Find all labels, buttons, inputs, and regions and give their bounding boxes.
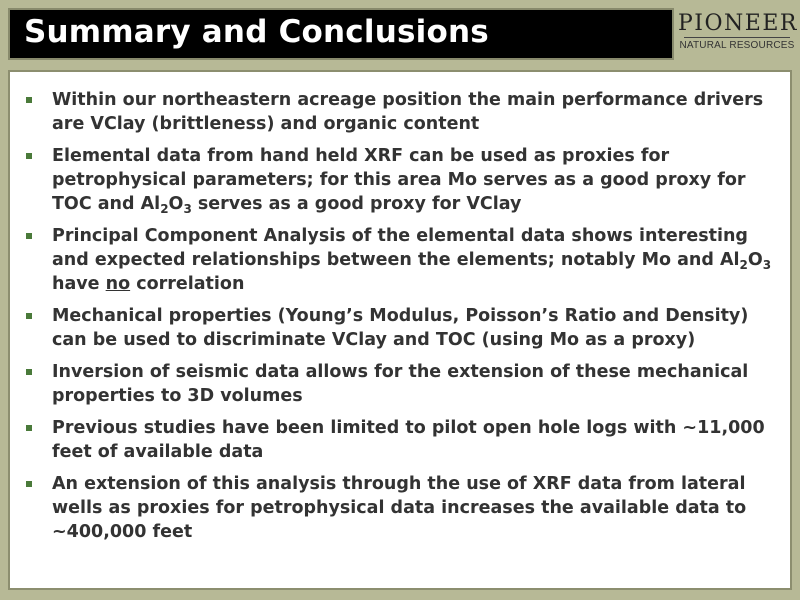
bullet-item [22, 472, 782, 544]
bullet-text: Principal Component Analysis of the elemental data shows interesting and expected relationships between the elements; notably Mo and $Al_2O_3$ have no correlation [52, 226, 772, 294]
bullet-square-icon [26, 369, 32, 375]
logo-subtitle: NATURAL RESOURCES [679, 40, 795, 51]
bullet-text: Inversion of seismic data allows for the extension of these mechanical properties to 3D volumes [52, 362, 749, 406]
company-logo [678, 12, 796, 56]
bullet-square-icon [26, 233, 32, 239]
bullet-item [22, 360, 782, 408]
content-panel [8, 70, 792, 590]
bullet-item [22, 304, 782, 352]
bullet-square-icon [26, 313, 32, 319]
logo-name: PIONEER [678, 11, 798, 36]
slide-title: Summary and Conclusions [24, 14, 489, 50]
bullet-square-icon [26, 153, 32, 159]
underlined-word: no [105, 274, 131, 294]
logo-divider [684, 37, 790, 38]
bullet-list [22, 88, 782, 552]
bullet-text: Previous studies have been limited to pilot open hole logs with ~11,000 feet of available data [52, 418, 765, 462]
bullet-text: Within our northeastern acreage position the main performance drivers are VClay (brittleness) and organic content [52, 90, 764, 134]
bullet-text: An extension of this analysis through the use of XRF data from lateral wells as proxies for petrophysical data increases the available data to ~400,000 feet [52, 474, 747, 542]
bullet-square-icon [26, 481, 32, 487]
bullet-square-icon [26, 425, 32, 431]
bullet-item [22, 224, 782, 296]
bullet-square-icon [26, 97, 32, 103]
bullet-text: Mechanical properties (Young’s Modulus, Poisson’s Ratio and Density) can be used to discriminate VClay and TOC (using Mo as a proxy) [52, 306, 749, 350]
title-bar [8, 8, 674, 60]
bullet-item [22, 416, 782, 464]
bullet-item [22, 144, 782, 216]
bullet-text: Elemental data from hand held XRF can be used as proxies for petrophysical parameters; for this area Mo serves as a good proxy for TOC and $Al_2O_3$ serves as a good proxy for VClay [52, 146, 746, 216]
bullet-item [22, 88, 782, 136]
